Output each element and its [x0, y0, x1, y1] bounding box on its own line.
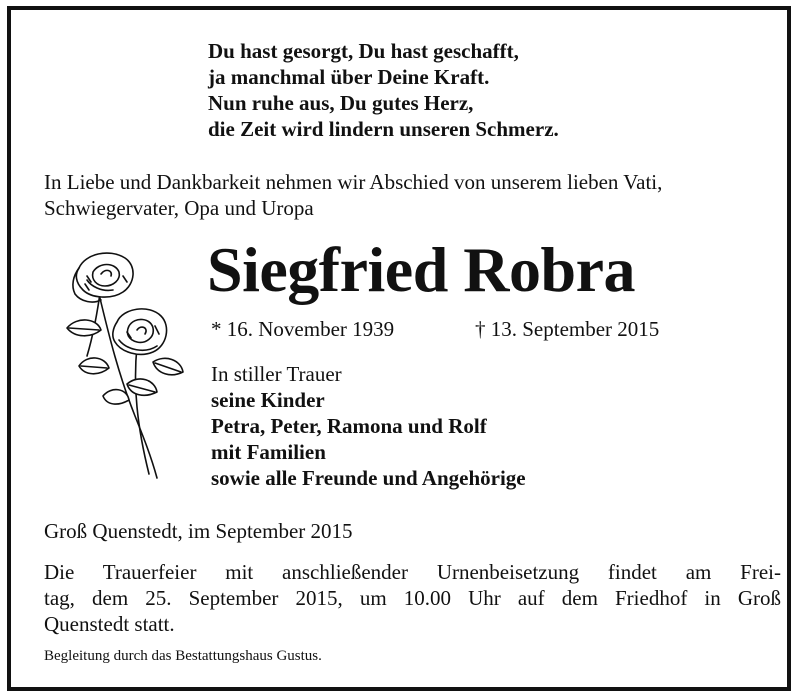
memorial-poem — [208, 38, 559, 142]
mourner-line: Petra, Peter, Ramona und Rolf — [211, 414, 487, 438]
death-date: † 13. September 2015 — [475, 317, 660, 341]
funeral-line: Die Trauerfeier mit anschließender Urnenbeisetzung findet am Frei- — [44, 560, 781, 584]
undertaker-note: Begleitung durch das Bestattungshaus Gustus. — [44, 648, 322, 664]
obituary-notice — [7, 6, 791, 691]
funeral-line: tag, dem 25. September 2015, um 10.00 Uhr auf dem Friedhof in Groß — [44, 586, 781, 610]
funeral-info — [44, 559, 781, 637]
place-date: Groß Quenstedt, im September 2015 — [44, 519, 353, 543]
poem-line: ja manchmal über Deine Kraft. — [208, 65, 490, 89]
mourner-line: mit Familien — [211, 440, 326, 464]
mourners-block — [211, 361, 526, 491]
birth-date: * 16. November 1939 — [211, 317, 395, 341]
intro-line: Schwiegervater, Opa und Uropa — [44, 196, 314, 220]
poem-line: Nun ruhe aus, Du gutes Herz, — [208, 91, 474, 115]
intro-line: In Liebe und Dankbarkeit nehmen wir Abschied von unserem lieben Vati, — [44, 170, 663, 194]
mourner-line: seine Kinder — [211, 388, 325, 412]
mourner-line: sowie alle Freunde und Angehörige — [211, 466, 526, 490]
funeral-line: Quenstedt statt. — [44, 612, 175, 636]
poem-line: die Zeit wird lindern unseren Schmerz. — [208, 117, 559, 141]
deceased-name: Siegfried Robra — [207, 234, 635, 305]
poem-line: Du hast gesorgt, Du hast geschafft, — [208, 39, 519, 63]
intro-text — [44, 169, 662, 221]
rose-icon — [57, 246, 187, 486]
mourners-lead: In stiller Trauer — [211, 362, 342, 386]
